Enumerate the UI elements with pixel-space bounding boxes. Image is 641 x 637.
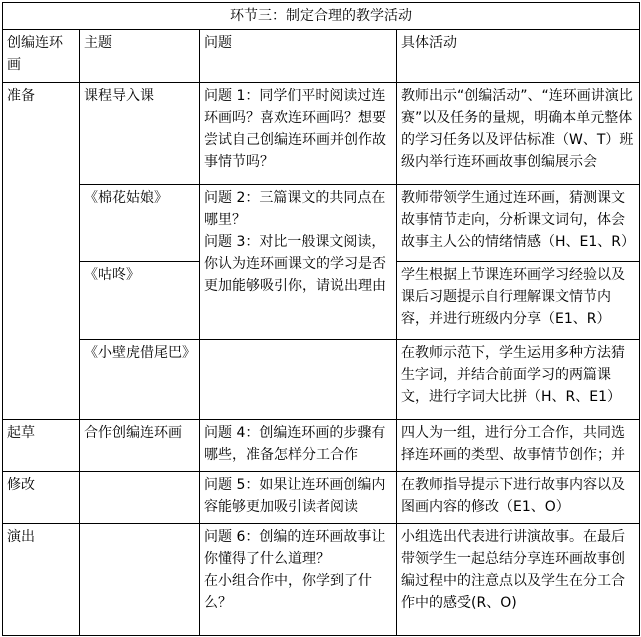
question-1: 问题 1：同学们平时阅读过连环画吗？喜欢连环画吗？想要尝试自己创编连环画并创作故事情节吗？: [200, 83, 397, 185]
table-row: [3, 340, 640, 420]
theme-perform: [80, 524, 200, 636]
theme-gecko-tail: 《小壁虎借尾巴》: [80, 340, 200, 420]
table-row: [3, 83, 640, 185]
question-6: [200, 524, 397, 636]
theme-cotton-girl: 《棉花姑娘》: [80, 185, 200, 262]
table-row: [3, 524, 640, 636]
activity-cotton-girl: 教师带领学生通过连环画，猜测课文故事情节走向，分析课文词句，体会故事主人公的情绪情感（H、E1、R）: [397, 185, 640, 262]
header-activity: 具体活动: [397, 30, 640, 83]
activity-draft: 四人为一组，进行分工合作，共同选择连环画的类型、故事情节创作；并: [397, 420, 640, 472]
stage-revise: 修改: [3, 472, 80, 524]
theme-revise: [80, 472, 200, 524]
question-empty: [200, 340, 397, 420]
activity-gecko-tail: 在教师示范下，学生运用多种方法猜生字词，并结合前面学习的两篇课文，进行字词大比拼（H、R、E1）: [397, 340, 640, 420]
stage-perform: 演出: [3, 524, 80, 636]
activity-gudong: 学生根据上节课连环画学习经验以及课后习题提示自行理解课文情节内容，并进行班级内分享（E1、R）: [397, 262, 640, 340]
activity-revise: 在教师指导提示下进行故事内容以及图画内容的修改（E1、O）: [397, 472, 640, 524]
activity-perform: 小组选出代表进行讲演故事。在最后带领学生一起总结分享连环画故事创编过程中的注意点以及学生在分工合作中的感受(R、O): [397, 524, 640, 636]
table-row: [3, 185, 640, 262]
question-6-followup: 在小组合作中，你学到了什么？: [204, 573, 372, 611]
header-theme: 主题: [80, 30, 200, 83]
question-5: 问题 5：如果让连环画创编内容能够更加吸引读者阅读: [200, 472, 397, 524]
activity-intro: 教师出示“创编活动”、“连环画讲演比赛”以及任务的量规，明确本单元整体的学习任务以及评估标准（W、T）班级内举行连环画故事创编展示会: [397, 83, 640, 185]
question-2-3: [200, 185, 397, 340]
stage-prep: 准备: [3, 83, 80, 420]
question-4: 问题 4：创编连环画的步骤有哪些，准备怎样分工合作: [200, 420, 397, 472]
theme-intro: 课程导入课: [80, 83, 200, 185]
theme-gudong: 《咕咚》: [80, 262, 200, 340]
header-question: 问题: [200, 30, 397, 83]
theme-draft: 合作创编连环画: [80, 420, 200, 472]
table-title: 环节三：制定合理的教学活动: [3, 3, 640, 30]
question-3: 问题 3：对比一般课文阅读，你认为连环画课文的学习是否更加能够吸引你，请说出理由: [204, 234, 386, 294]
question-2: 问题 2：三篇课文的共同点在哪里？: [204, 190, 386, 228]
stage-draft: 起草: [3, 420, 80, 472]
table-row: [3, 472, 640, 524]
table-row: [3, 420, 640, 472]
header-row: [3, 30, 640, 83]
header-stage: 创编连环画: [3, 30, 80, 83]
question-6-text: 问题 6：创编的连环画故事让你懂得了什么道理？: [204, 529, 386, 567]
teaching-activity-table: [2, 2, 640, 636]
